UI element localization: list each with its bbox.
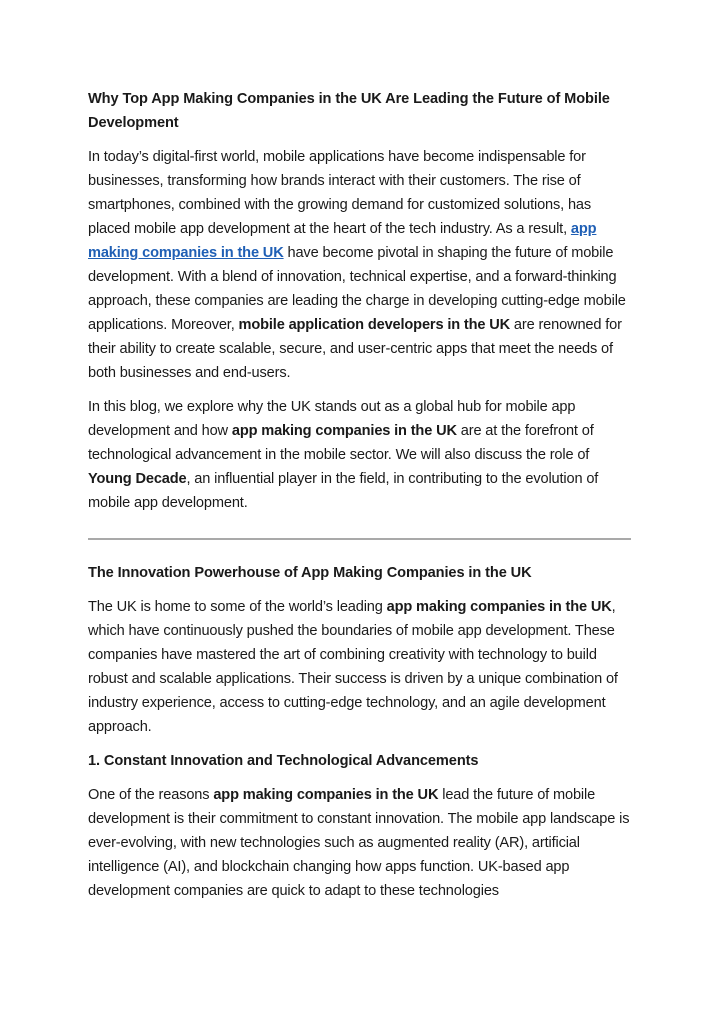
bold-phrase: mobile application developers in the UK — [238, 317, 511, 333]
blog-overview-paragraph — [88, 395, 631, 515]
text-run: lead the future of mobile development is their commitment to constant innovation. The mobile app landscape is ever-evolving, with new technologies such as augmented reality (AR), artificial intelligence (AI), and blockchain changing how apps function. UK-based app development companies are quick to adapt to these technologies — [88, 787, 630, 899]
intro-paragraph — [88, 145, 631, 385]
bold-phrase: app making companies in the UK — [213, 787, 439, 803]
text-run: One of the reasons — [88, 787, 214, 803]
section-divider — [88, 538, 631, 540]
section-paragraph — [88, 595, 631, 739]
text-run: are renowned for their ability to create scalable, secure, and user-centric apps that meet the needs of both businesses and end-users. — [88, 317, 622, 381]
bold-phrase: app making companies in the UK — [386, 599, 612, 615]
innovation-paragraph — [88, 783, 631, 903]
bold-phrase: Young Decade — [88, 471, 187, 487]
section-heading: The Innovation Powerhouse of App Making Companies in the UK — [88, 565, 532, 581]
text-run: , which have continuously pushed the boundaries of mobile app development. These companies have mastered the art of combining creativity with technology to build robust and scalable applications. Their success is driven by a unique combination of industry experience, access to cutting-edge technology, and an agile development approach. — [88, 599, 618, 735]
text-run: In this blog, we explore why the UK stands out as a global hub for mobile app development and how — [88, 399, 576, 439]
text-run: The UK is home to some of the world’s leading — [88, 599, 387, 615]
text-run: In today’s digital-first world, mobile applications have become indispensable for businesses, transforming how brands interact with their customers. The rise of smartphones, combined with the growing demand for customized solutions, has placed mobile app development at the heart of the tech industry. As a result, — [88, 149, 592, 237]
document-title: Why Top App Making Companies in the UK Are Leading the Future of Mobile Development — [88, 91, 610, 131]
bold-phrase: app making companies in the UK — [231, 423, 457, 439]
text-run: are at the forefront of technological advancement in the mobile sector. We will also discuss the role of — [88, 423, 594, 463]
text-run: , an influential player in the field, in contributing to the evolution of mobile app development. — [88, 471, 599, 511]
text-run: have become pivotal in shaping the future of mobile development. With a blend of innovation, technical expertise, and a forward-thinking approach, these companies are leading the charge in developing cutting-edge mobile applications. Moreover, — [88, 245, 626, 333]
subheading: 1. Constant Innovation and Technological Advancements — [88, 753, 479, 769]
app-making-companies-link[interactable]: app making companies in the UK — [88, 221, 597, 261]
